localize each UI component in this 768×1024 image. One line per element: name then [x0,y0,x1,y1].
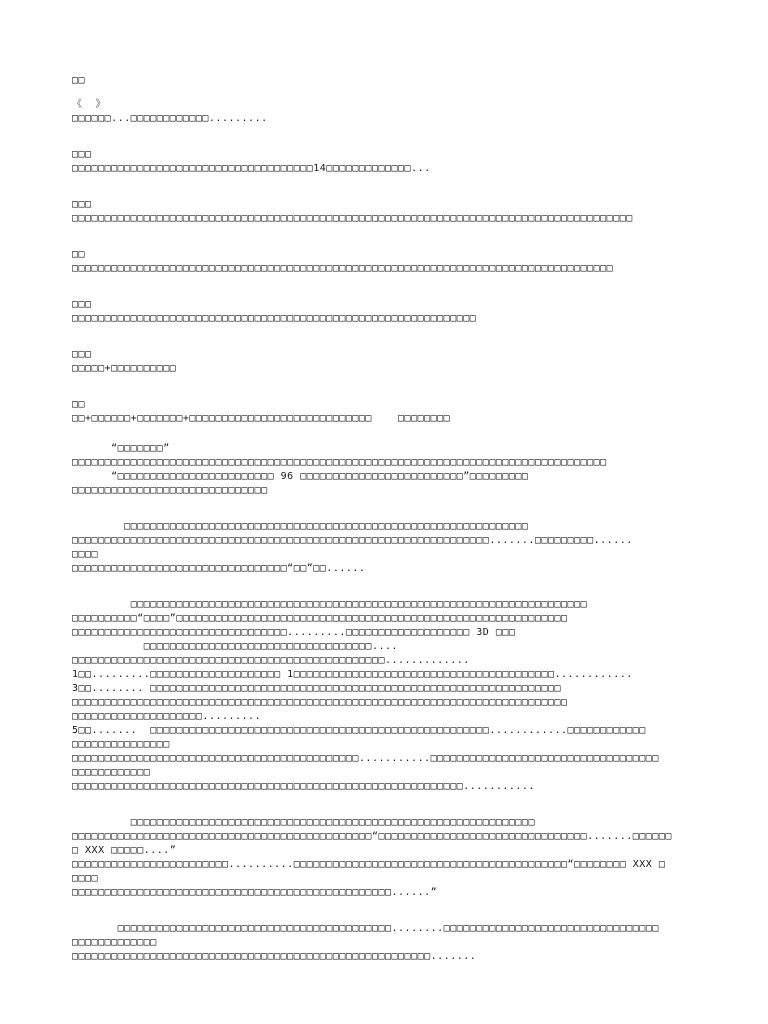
paragraph-2 [72,520,702,576]
paragraph-line: 5□□....... □□□□□□□□□□□□□□□□□□□□□□□□□□□□□□□□□□□□□□□□□□□□□□□□□□□□............□□□□□□□□□□□□ [72,725,646,736]
document-page [72,74,702,964]
doc-heading: □□ [72,75,86,86]
section-label: □□□ [72,349,92,360]
paragraph-line: □□□□□□□□□□□□□□□□□□□□□□□□□□□□□□□□□□□□□□□□□□□□□□□□□□□□□□□....... [72,951,477,962]
paragraph-line: □□□□□□□□□□□□□□□□□□□□□□□□□□□□□□□□□□□.... [72,641,399,652]
section-text: □□+□□□□□□+□□□□□□□+□□□□□□□□□□□□□□□□□□□□□□□□□□□□ □□□□□□□□ [72,413,451,424]
paragraph-line: “□□□□□□□□□□□□□□□□□□□□□□□□ 96 □□□□□□□□□□□□□□□□□□□□□□□□□”□□□□□□□□□ [72,471,529,482]
paragraph-line: □□□□□□□□□□□□□□□ [72,739,170,750]
paragraph-line: □□□□□□□□□□□□□□□□□□□□......... [72,711,262,722]
section-label: □□ [72,399,86,410]
paragraph-4 [72,816,702,900]
section-label: □□□ [72,199,92,210]
paragraph-line: □□□□ [72,873,99,884]
paragraph-line: □□□□□□□□□□□□□□□□□□□□□□□□□□□□□□□□□□□□□□□□□□□□□□□□□□□□□□□□□□□□□□□□□□□□□□□□□□□□ [72,697,568,708]
paragraph-line: □□□□□□□□□□“□□□□”□□□□□□□□□□□□□□□□□□□□□□□□□□□□□□□□□□□□□□□□□□□□□□□□□□□□□□□□□□□□ [72,613,568,624]
paragraph-line: □□□□ [72,549,99,560]
paragraph-line: 1□□.........□□□□□□□□□□□□□□□□□□□□ 1□□□□□□□□□□□□□□□□□□□□□□□□□□□□□□□□□□□□□□□□............ [72,669,633,680]
paragraph-line: □□□□□□□□□□□□□□□□□□□□□□□□□□□□□□□□□□□□□□□□□□□□□□□□□□□□□□□□□□□□□□ [72,521,529,532]
section-text: □□□□□□□□□□□□□□□□□□□□□□□□□□□□□□□□□□□□□□□□□□□□□□□□□□□□□□□□□□□□□□□□□□□□□□□□□□□□□□□□□□□ [72,263,614,274]
doc-title-marks: 《 》 [72,99,107,110]
section-text: □□□□□□□□□□□□□□□□□□□□□□□□□□□□□□□□□□□□□□□□□□□□□□□□□□□□□□□□□□□□□□□□□□□□□□□□□□□□□□□□□□□□□□ [72,213,633,224]
paragraph-line: □□□□□□□□□□□□□□□□□□□□□□□□□□□□□□□□□□□□□□□□□□□□□□□□□......” [72,887,438,898]
paragraph-line: □□□□□□□□□□□□□□□□□□□□□□□□□□□□□□□□□□□□□□□□□□□□□□□□□□□□□□□□□□□□........... [72,781,535,792]
paragraph-line: □□□□□□□□□□□□□□□□□□□□□□□□□□□□□□ [72,485,268,496]
paragraph-line: □□□□□□□□□□□□□□□□□□□□□□□□□□□□□□□□□□□□□□□□□□□□□□□□□□□□□□□□□□□□□□ [72,817,535,828]
section-label: □□ [72,249,86,260]
paragraph-line: □□□□□□□□□□□□□□□□□□□□□□□□□□□□□□□□□□□□□□□□□□□□□□□□□□□□□□□□□□□□□□□□.......□□□□□□□□□...... [72,535,633,546]
paragraph-line: □□□□□□□□□□□□□□□□□□□□□□□□□□□□□□□□□□□□□□□□□□□□□□□□□□□□□□□□□□□□□□□□□□□□□□ [72,599,588,610]
paragraph-line: □□□□□□□□□□□□□□□□□□□□□□□□□□□□□□□□□□□□□□□□□□□□...........□□□□□□□□□□□□□□□□□□□□□□□□□□□□□□□□□□□ [72,753,659,764]
paragraph-line: “□□□□□□□” [72,443,170,454]
paragraph-line: □□□□□□□□□□□□□□□□□□□□□□□□□□□□□□□□□□□□□□□□□□........□□□□□□□□□□□□□□□□□□□□□□□□□□□□□□□□□ [72,923,659,934]
paragraph-line: 3□□........ □□□□□□□□□□□□□□□□□□□□□□□□□□□□□□□□□□□□□□□□□□□□□□□□□□□□□□□□□□□□□□□ [72,683,562,694]
paragraph-3 [72,598,702,794]
paragraph-line: □□□□□□□□□□□□□□□□□□□□□□□□□□□□□□□□□□□□□□□□□□□□□□□□□□□□□□□□□□□□□□□□□□□□□□□□□□□□□□□□□□ [72,457,607,468]
paragraph-line: □□□□□□□□□□□□□□□□□□□□□□□□..........□□□□□□□□□□□□□□□□□□□□□□□□□□□□□□□□□□□□□□□□□□“□□□□□□□□ XXX □ [72,859,666,870]
section-text: □□□□□+□□□□□□□□□□ [72,363,177,374]
paragraph-line: □□□□□□□□□□□□□□□□□□□□□□□□□□□□□□□□□.........□□□□□□□□□□□□□□□□□□□ 3D □□□ [72,627,516,638]
paragraph-line: □□□□□□□□□□□□□□□□□□□□□□□□□□□□□□□□□□□□□□□□□□□□□□“□□□□□□□□□□□□□□□□□□□□□□□□□□□□□□□□.......□□□□□□ [72,831,672,842]
section-text: □□□□□□□□□□□□□□□□□□□□□□□□□□□□□□□□□□□□□□□□□□□□□□□□□□□□□□□□□□□□□□ [72,313,477,324]
section-label: □□□ [72,149,92,160]
paragraph-5 [72,922,702,964]
paragraph-line: □□□□□□□□□□□□□□□□□□□□□□□□□□□□□□□□□“□□”□□...... [72,563,366,574]
paragraph-line: □□□□□□□□□□□□□□□□□□□□□□□□□□□□□□□□□□□□□□□□□□□□□□□□............. [72,655,470,666]
paragraph-line: □□□□□□□□□□□□ [72,767,151,778]
paragraph-line: □ XXX □□□□□....” [72,845,177,856]
paragraph-line: □□□□□□□□□□□□□ [72,937,157,948]
section-label: □□□ [72,299,92,310]
section-text: □□□□□□□□□□□□□□□□□□□□□□□□□□□□□□□□□□□□□14□□□□□□□□□□□□□... [72,163,431,174]
doc-title-line: □□□□□□...□□□□□□□□□□□□......... [72,113,268,124]
paragraph-1 [72,442,702,498]
